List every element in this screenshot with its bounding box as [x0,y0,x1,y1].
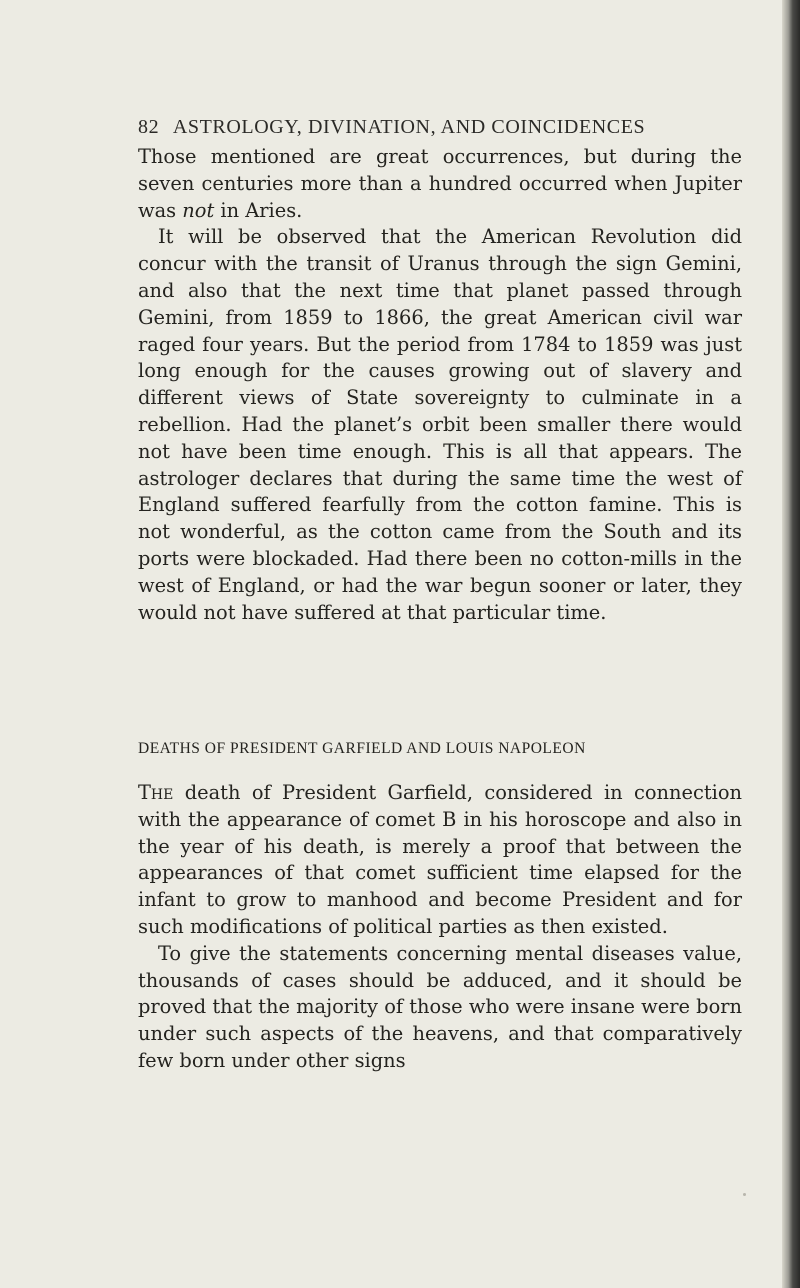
paragraph-american-revolution: It will be observed that the American Revolution did concur with the transit of Uranus through the sign Gemini, and also that the next time that planet passed through Gemini, from 1859 to 1866, the great American civil war raged four years. But the period from 1784 to 1859 was just long enough for the causes growing out of slavery and different views of State sovereignty to culminate in a rebellion. Had the planet’s orbit been smaller there would not have been time enough. This is all that appears. The astrologer declares that during the same time the west of England suffered fearfully from the cotton famine. This is not wonderful, as the cotton came from the South and its ports were blockaded. Had there been no cotton-mills in the west of England, or had the war begun sooner or later, they would not have suffered at that particular time. [138,225,742,624]
text-block-top [138,144,742,626]
section-heading: DEATHS OF PRESIDENT GARFIELD AND LOUIS NAPOLEON [138,740,586,757]
running-title: ASTROLOGY, DIVINATION, AND COINCIDENCES [172,116,646,138]
paper-speck [743,1193,746,1196]
italic-word: not [182,198,215,222]
paragraph-jupiter: Those mentioned are great occurrences, but during the seven centuries more than a hundred occurred when Jupiter was not in Aries. [138,145,742,222]
text-block-bottom [138,780,742,1075]
running-head [138,116,698,139]
lead-word: The [138,781,174,804]
paragraph-mental-diseases: To give the statements concerning mental diseases value, thousands of cases should be adduced, and it should be proved that the majority of those who were insane were born under such aspects of the heavens, and that comparatively few born under other signs [138,941,742,1072]
page-number: 82 [138,116,160,138]
page-edge-shadow [782,0,800,1288]
paragraph-garfield: The death of President Garfield, considered in connection with the appearance of comet B in his horoscope and also in the year of his death, is merely a proof that between the appearances of that comet sufficient time elapsed for the infant to grow to manhood and become President and for such modifications of political parties as then existed. [138,781,742,938]
